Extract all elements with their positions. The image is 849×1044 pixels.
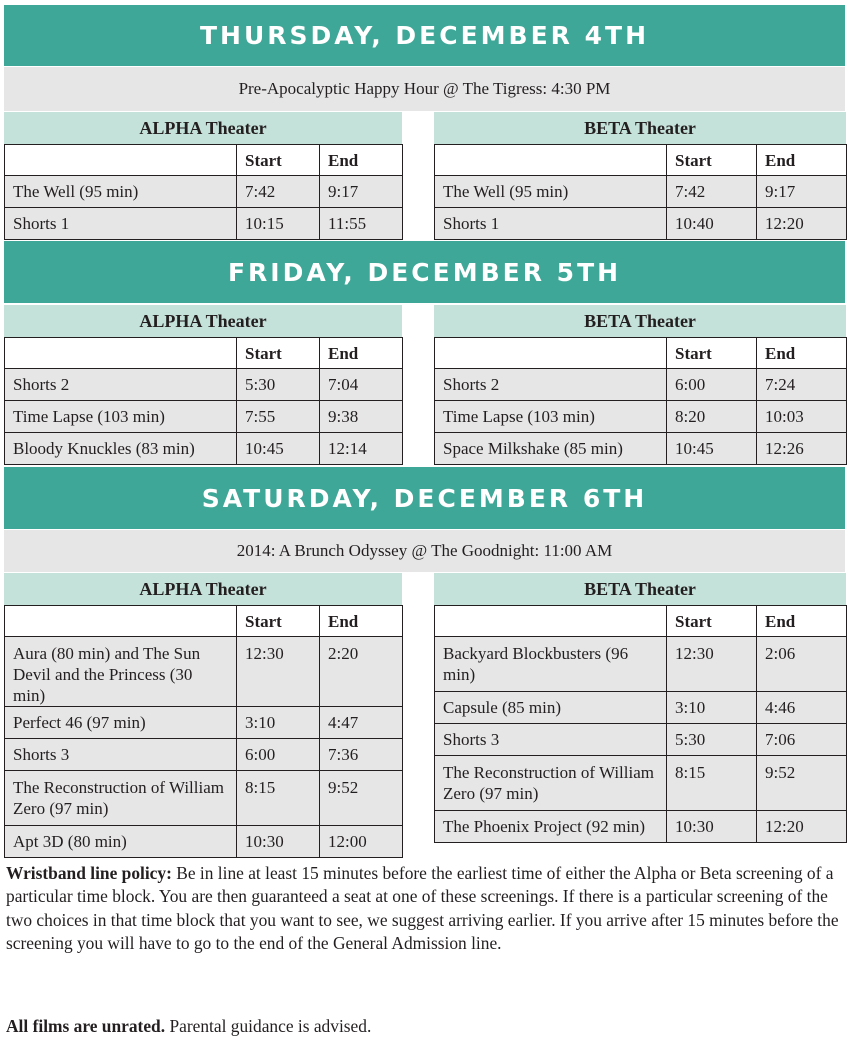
table-row	[435, 756, 847, 811]
film-title: The Reconstruction of William Zero (97 min)	[435, 756, 667, 811]
film-title: Space Milkshake (85 min)	[435, 433, 667, 465]
end-time: 9:52	[757, 756, 847, 811]
end-header: End	[320, 606, 403, 637]
end-time: 7:24	[757, 369, 847, 401]
start-time: 8:15	[237, 771, 320, 826]
table-header-row	[5, 338, 403, 369]
end-time: 4:46	[757, 692, 847, 724]
start-time: 7:42	[667, 176, 757, 208]
event-text: Pre-Apocalyptic Happy Hour @ The Tigress: 4:30 PM	[238, 79, 611, 98]
film-title: The Well (95 min)	[5, 176, 237, 208]
start-header: Start	[667, 338, 757, 369]
film-title: Shorts 2	[5, 369, 237, 401]
start-time: 3:10	[237, 707, 320, 739]
table-header-row	[5, 145, 403, 176]
table-row	[5, 826, 403, 858]
end-header: End	[757, 145, 847, 176]
end-time: 12:26	[757, 433, 847, 465]
start-time: 10:45	[667, 433, 757, 465]
day-header-saturday	[4, 467, 845, 529]
start-time: 5:30	[237, 369, 320, 401]
table-row	[5, 771, 403, 826]
theater-heading: BETA Theater	[434, 573, 846, 605]
table-row	[435, 692, 847, 724]
start-time: 7:55	[237, 401, 320, 433]
rating-text: Parental guidance is advised.	[169, 1016, 372, 1036]
wristband-policy	[6, 862, 846, 956]
table-row	[435, 401, 847, 433]
end-time: 9:17	[757, 176, 847, 208]
film-title: Backyard Blockbusters (96 min)	[435, 637, 667, 692]
start-time: 8:20	[667, 401, 757, 433]
thursday-beta-schedule	[434, 112, 846, 240]
film-header-cell	[5, 145, 237, 176]
table-row	[5, 739, 403, 771]
film-header-cell	[435, 145, 667, 176]
end-time: 12:14	[320, 433, 403, 465]
friday-alpha-schedule	[4, 305, 402, 465]
start-header: Start	[667, 145, 757, 176]
start-time: 10:40	[667, 208, 757, 240]
film-header-cell	[435, 606, 667, 637]
start-time: 12:30	[667, 637, 757, 692]
end-time: 11:55	[320, 208, 403, 240]
theater-heading: ALPHA Theater	[4, 573, 402, 605]
day-title: THURSDAY, DECEMBER 4TH	[200, 21, 649, 50]
table-row	[435, 637, 847, 692]
film-title: Shorts 3	[5, 739, 237, 771]
film-header-cell	[5, 338, 237, 369]
end-time: 2:20	[320, 637, 403, 707]
start-time: 3:10	[667, 692, 757, 724]
theater-heading: BETA Theater	[434, 112, 846, 144]
friday-beta-schedule	[434, 305, 846, 465]
table-row	[435, 433, 847, 465]
table-header-row	[435, 145, 847, 176]
start-time: 5:30	[667, 724, 757, 756]
schedule-table	[434, 337, 847, 465]
start-header: Start	[237, 338, 320, 369]
theater-heading: ALPHA Theater	[4, 112, 402, 144]
start-time: 10:15	[237, 208, 320, 240]
start-time: 10:45	[237, 433, 320, 465]
film-title: Perfect 46 (97 min)	[5, 707, 237, 739]
film-title: The Reconstruction of William Zero (97 min)	[5, 771, 237, 826]
table-row	[5, 637, 403, 707]
end-time: 7:06	[757, 724, 847, 756]
start-time: 12:30	[237, 637, 320, 707]
end-time: 9:17	[320, 176, 403, 208]
film-title: Apt 3D (80 min)	[5, 826, 237, 858]
start-time: 6:00	[667, 369, 757, 401]
event-banner-thursday	[4, 67, 845, 111]
end-time: 9:52	[320, 771, 403, 826]
table-row	[435, 369, 847, 401]
film-header-cell	[5, 606, 237, 637]
policy-label: Wristband line policy:	[6, 863, 172, 883]
film-title: Shorts 1	[435, 208, 667, 240]
rating-note	[6, 1016, 371, 1037]
table-row	[435, 811, 847, 843]
end-time: 12:00	[320, 826, 403, 858]
theater-heading: ALPHA Theater	[4, 305, 402, 337]
schedule-table	[4, 144, 403, 240]
end-time: 12:20	[757, 811, 847, 843]
saturday-alpha-schedule	[4, 573, 402, 858]
end-time: 9:38	[320, 401, 403, 433]
start-time: 10:30	[237, 826, 320, 858]
start-header: Start	[667, 606, 757, 637]
start-header: Start	[237, 606, 320, 637]
table-header-row	[435, 338, 847, 369]
start-time: 10:30	[667, 811, 757, 843]
schedule-table	[4, 337, 403, 465]
table-row	[5, 707, 403, 739]
film-title: Shorts 2	[435, 369, 667, 401]
table-row	[5, 176, 403, 208]
film-title: Shorts 3	[435, 724, 667, 756]
saturday-beta-schedule	[434, 573, 846, 843]
end-time: 7:36	[320, 739, 403, 771]
film-title: Aura (80 min) and The Sun Devil and the Princess (30 min)	[5, 637, 237, 707]
thursday-alpha-schedule	[4, 112, 402, 240]
table-row	[435, 176, 847, 208]
event-banner-saturday	[4, 530, 845, 572]
start-header: Start	[237, 145, 320, 176]
table-row	[5, 208, 403, 240]
day-title: FRIDAY, DECEMBER 5TH	[227, 257, 622, 287]
rating-label: All films are unrated.	[6, 1016, 166, 1036]
table-row	[435, 208, 847, 240]
theater-heading: BETA Theater	[434, 305, 846, 337]
film-title: Shorts 1	[5, 208, 237, 240]
end-header: End	[320, 338, 403, 369]
film-title: Capsule (85 min)	[435, 692, 667, 724]
schedule-table	[434, 144, 847, 240]
end-time: 4:47	[320, 707, 403, 739]
start-time: 7:42	[237, 176, 320, 208]
film-title: Time Lapse (103 min)	[435, 401, 667, 433]
event-text: 2014: A Brunch Odyssey @ The Goodnight: 11:00 AM	[236, 541, 613, 560]
day-header-thursday	[4, 5, 845, 66]
table-row	[5, 401, 403, 433]
table-row	[5, 369, 403, 401]
table-row	[435, 724, 847, 756]
film-title: Time Lapse (103 min)	[5, 401, 237, 433]
schedule-table	[434, 605, 847, 843]
day-title: SATURDAY, DECEMBER 6TH	[201, 483, 648, 513]
policy-text: Be in line at least 15 minutes before the earliest time of either the Alpha or Beta screening of a particular time block. You are then guaranteed a seat at one of these screenings. If there is a particular screening of the two choices in that time block that you want to see, we suggest arriving earlier. If you arrive after 15 minutes before the screening you will have to go to the end of the General Admission line.	[6, 863, 839, 954]
table-row	[5, 433, 403, 465]
start-time: 8:15	[667, 756, 757, 811]
end-time: 12:20	[757, 208, 847, 240]
film-title: The Well (95 min)	[435, 176, 667, 208]
table-header-row	[5, 606, 403, 637]
film-header-cell	[435, 338, 667, 369]
day-header-friday	[4, 241, 845, 303]
schedule-table	[4, 605, 403, 858]
film-title: The Phoenix Project (92 min)	[435, 811, 667, 843]
end-time: 10:03	[757, 401, 847, 433]
table-header-row	[435, 606, 847, 637]
end-time: 2:06	[757, 637, 847, 692]
end-header: End	[320, 145, 403, 176]
film-title: Bloody Knuckles (83 min)	[5, 433, 237, 465]
end-time: 7:04	[320, 369, 403, 401]
end-header: End	[757, 338, 847, 369]
start-time: 6:00	[237, 739, 320, 771]
end-header: End	[757, 606, 847, 637]
